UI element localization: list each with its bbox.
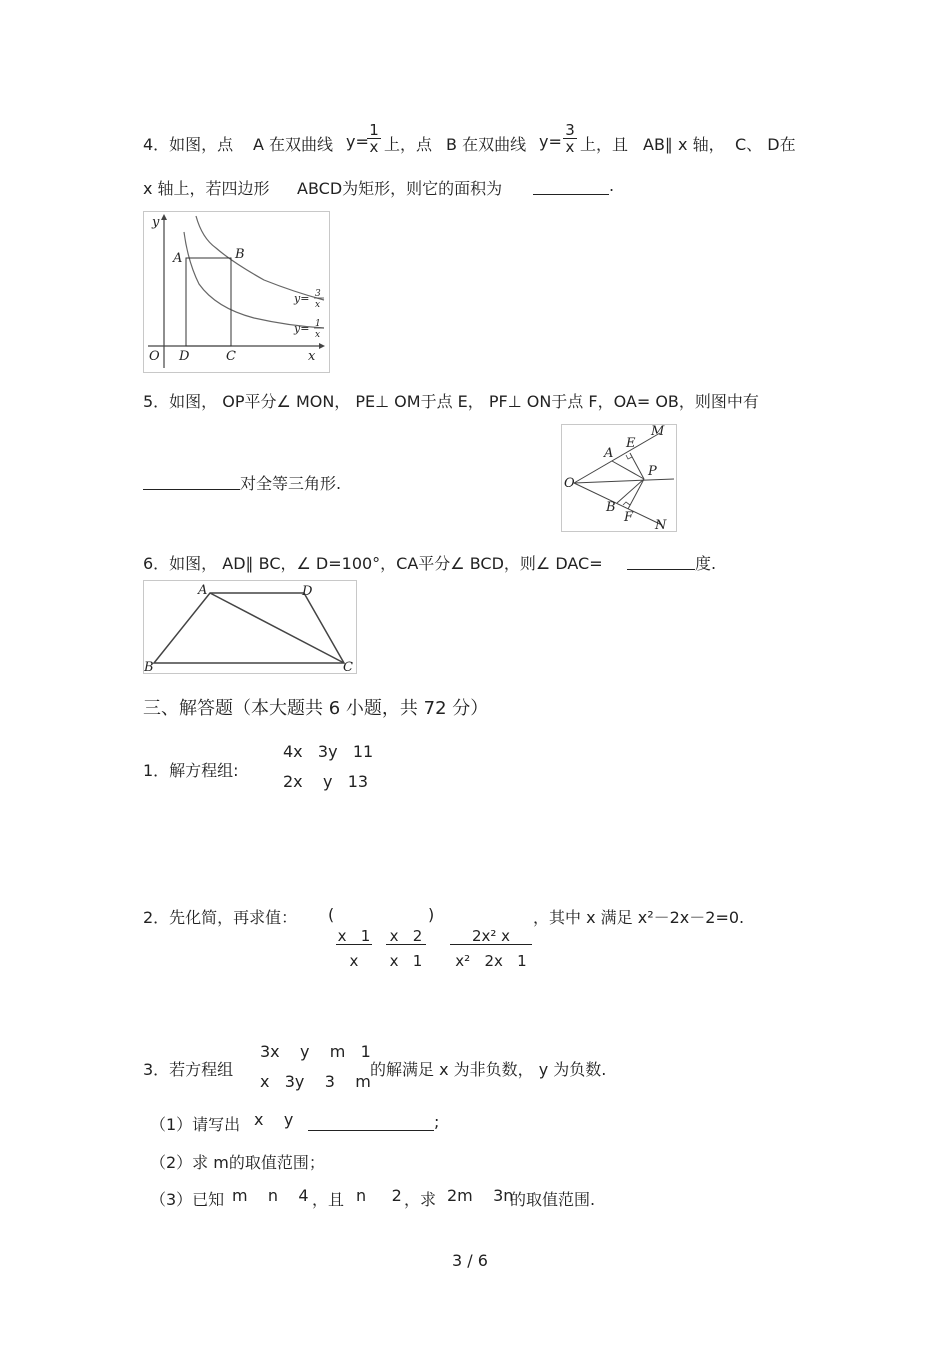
q4-answer-blank[interactable]	[533, 176, 609, 195]
p2-condition: ，其中 x 满足 x²－2x－2=0.	[533, 908, 745, 927]
q5-angle-diagram	[562, 425, 676, 531]
q6-trapezoid-diagram	[144, 581, 356, 673]
x-axis-label: x	[308, 349, 316, 364]
p3-condition: 的解满足 x 为非负数， y 为负数.	[370, 1060, 607, 1079]
q5-line-1: 5．如图， OP平分∠ MON， PE⊥ OM于点 E， PF⊥ ON于点 F，OA= OB，则图中有	[143, 392, 759, 411]
q6-degree: 度.	[695, 554, 717, 573]
p3-label: 3．若方程组	[143, 1060, 234, 1079]
p2-left-paren: (	[328, 905, 335, 924]
p1-label: 1．解方程组:	[143, 761, 239, 780]
point-d-label: D	[179, 349, 190, 364]
segment-pf	[628, 479, 644, 509]
q4-abcd-text: ABCD为矩形，则它的面积为	[297, 179, 503, 198]
label-f: F	[624, 510, 634, 525]
q4-y-eq-2: y=	[539, 132, 562, 151]
p2-fraction-1: $\frac{x 1}{x}$	[337, 927, 371, 970]
q4-on-curve-1: 上，点	[384, 135, 433, 154]
label-m: M	[651, 425, 665, 439]
q4-fraction-1-over-x: $\frac{1}{x}$	[367, 122, 381, 155]
ray-op	[574, 479, 674, 483]
curve1-den: x	[315, 330, 321, 340]
q4-fraction-3-over-x: $\frac{3}{x}$	[563, 122, 577, 155]
p3-sub-3-b: ，且	[312, 1190, 345, 1209]
curve3-num: 3	[315, 289, 321, 299]
label-a: A	[604, 446, 614, 461]
label-c: C	[343, 660, 353, 673]
q5-answer-blank[interactable]	[143, 471, 240, 490]
q4-on-curve-2: 上，且	[580, 135, 629, 154]
p3-equation-1: 3x y m 1	[260, 1042, 371, 1061]
p1-equation-2: 2x y 13	[283, 772, 369, 791]
q4-ab-parallel: AB∥ x 轴，	[643, 135, 725, 154]
label-a: A	[198, 583, 208, 598]
page-number: 3 / 6	[452, 1251, 488, 1270]
point-a-label: A	[173, 251, 183, 266]
label-b: B	[606, 500, 616, 515]
point-b-label: B	[235, 247, 245, 262]
q5-line-2: 对全等三角形.	[240, 474, 342, 493]
p3-sub-3-a: （3）已知	[150, 1190, 225, 1209]
p2-label: 2．先化简，再求值：	[143, 908, 298, 927]
label-b: B	[144, 660, 154, 673]
curve-y-1-over-x	[184, 232, 324, 328]
origin-label: O	[149, 349, 160, 364]
y-axis-label: y	[152, 215, 160, 230]
p1-equation-1: 4x 3y 11	[283, 742, 374, 761]
q4-figure	[143, 211, 330, 373]
rectangle-abcd	[186, 258, 231, 346]
p3-sub-3-expr-1: m n 4	[232, 1186, 309, 1205]
q6-figure	[143, 580, 357, 674]
p3-sub-1-answer-blank[interactable]	[308, 1112, 434, 1131]
p3-sub-1-end: ;	[434, 1112, 440, 1131]
p3-sub-3-expr-3: 2m 3n	[447, 1186, 514, 1205]
p3-sub-1-expr: x y	[254, 1110, 294, 1129]
ray-on	[574, 483, 662, 525]
q4-hyperbola-diagram	[144, 212, 329, 372]
p3-equation-2: x 3y 3 m	[260, 1072, 371, 1091]
right-angle-f	[623, 502, 630, 505]
label-n: N	[655, 518, 667, 531]
y-axis-arrow	[161, 214, 167, 220]
trapezoid-abcd	[154, 593, 344, 663]
q4-point-a-text: A 在双曲线	[253, 135, 334, 154]
q4-point-b-text: B 在双曲线	[446, 135, 527, 154]
p3-sub-3-d: 的取值范围.	[510, 1190, 596, 1209]
p3-sub-3-expr-2: n 2	[356, 1186, 402, 1205]
label-e: E	[626, 436, 636, 451]
p2-fraction-3: $\frac{\text{2x² x}}{\text{x² 2x 1}}$	[450, 896, 532, 1001]
segment-bp	[617, 479, 644, 503]
curve1-label: y=	[294, 322, 310, 335]
p2-right-paren: )	[428, 905, 435, 924]
label-d: D	[302, 584, 313, 599]
x-axis-arrow	[319, 343, 325, 349]
p2-fraction-2: $\frac{x 2}{x 1}$	[386, 896, 426, 1001]
curve1-num: 1	[315, 319, 321, 329]
q4-cd-on: C、 D在	[735, 135, 796, 154]
curve3-label: y=	[294, 292, 310, 305]
q6-line-1: 6．如图， AD∥ BC，∠ D=100°，CA平分∠ BCD，则∠ DAC=	[143, 554, 603, 573]
point-c-label: C	[226, 349, 236, 364]
q4-line-2: x 轴上，若四边形	[143, 179, 270, 198]
q4-end-period: .	[609, 176, 615, 195]
label-p: P	[648, 464, 657, 479]
q5-figure	[561, 424, 677, 532]
q6-answer-blank[interactable]	[627, 551, 695, 570]
section-3-title: 三、解答题（本大题共 6 小题，共 72 分）	[143, 698, 489, 719]
q4-y-eq-1: y=	[346, 132, 369, 151]
label-o: O	[564, 476, 575, 491]
q4-number: 4．如图，点	[143, 135, 234, 154]
p3-sub-3-c: ，求	[404, 1190, 437, 1209]
p3-sub-1-label: （1）请写出	[150, 1115, 241, 1134]
p3-sub-2: （2）求 m的取值范围；	[150, 1153, 325, 1172]
curve3-den: x	[315, 300, 321, 310]
